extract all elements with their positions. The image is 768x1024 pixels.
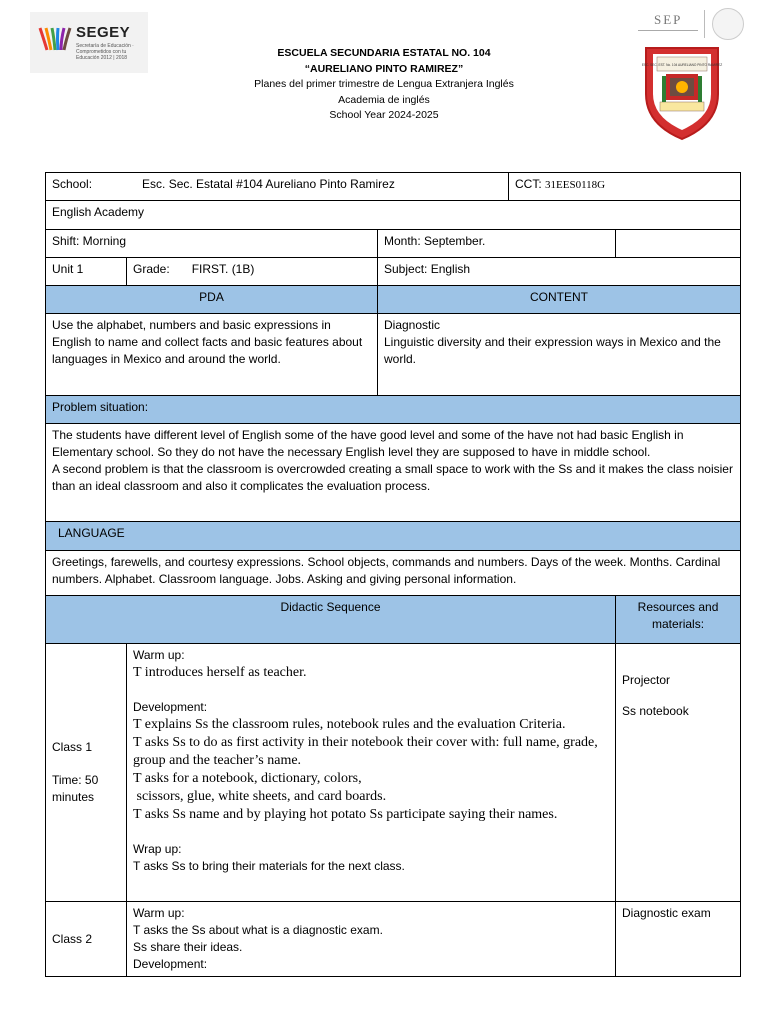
class-1-resource-1: Projector — [622, 673, 671, 687]
class-1-sequence-cell — [127, 644, 616, 902]
language-header: LANGUAGE — [46, 522, 741, 551]
class-1-wrap-up-text: T asks Ss to bring their materials for the next class. — [133, 859, 405, 873]
segey-name: SEGEY — [76, 24, 131, 41]
sep-logo — [632, 8, 747, 42]
academy-cell: English Academy — [46, 201, 741, 230]
language-header-row — [46, 522, 741, 551]
class-2-warm-up-label: Warm up: — [133, 906, 185, 920]
language-text: Greetings, farewells, and courtesy expressions. School objects, commands and numbers. Days of the week. Months. Cardinal numbers. Alphabet. Classroom language. Jobs. Asking and giving personal information. — [46, 551, 741, 596]
month-cell: Month: September. — [378, 230, 616, 258]
problem-paragraph-1: The students have different level of English some of the have good level and some of the have not had basic English in Elementary school. So they do not have the necessary English level they are supposed to have in middle school. — [52, 428, 684, 459]
class-1-wrap-up-label: Wrap up: — [133, 842, 182, 856]
segey-logo — [30, 12, 148, 73]
segey-mark-icon — [38, 26, 72, 52]
sequence-header-row — [46, 596, 741, 644]
problem-header: Problem situation: — [46, 396, 741, 424]
content-cell — [378, 314, 741, 396]
problem-row — [46, 424, 741, 522]
school-name: ESCUELA SECUNDARIA ESTATAL NO. 104 — [277, 47, 491, 59]
school-row — [46, 173, 741, 201]
pda-content-row — [46, 314, 741, 396]
content-header: CONTENT — [378, 286, 741, 314]
language-row — [46, 551, 741, 596]
academy-row — [46, 201, 741, 230]
cct-cell — [509, 173, 741, 201]
problem-header-row — [46, 396, 741, 424]
sep-line — [638, 30, 698, 31]
class-2-label: Class 2 — [52, 931, 93, 946]
pda-header: PDA — [46, 286, 378, 314]
class-1-warm-up-label: Warm up: — [133, 648, 185, 662]
plan-table — [45, 172, 741, 977]
class-1-dev-2: T asks Ss to do as first activity in their notebook their cover with: full name, grade, group and the teacher’s name. — [133, 735, 598, 768]
class-1-label: Class 1 — [52, 740, 93, 754]
grade-value: FIRST. (1B) — [191, 262, 255, 276]
heading-line-3: Planes del primer trimestre de Lengua Extranjera Inglés — [254, 78, 514, 90]
content-line-1: Diagnostic — [384, 318, 441, 332]
class-2-resource-1: Diagnostic exam — [622, 906, 711, 920]
class-2-row — [46, 902, 741, 977]
class-1-dev-4: scissors, glue, white sheets, and card boards. — [133, 789, 387, 804]
unit-row — [46, 258, 741, 286]
shift-cell: Shift: Morning — [46, 230, 378, 258]
class-1-development-label: Development: — [133, 700, 208, 714]
school-value: Esc. Sec. Estatal #104 Aureliano Pinto Ramirez — [142, 177, 395, 191]
class-2-sequence-cell — [127, 902, 616, 977]
subject-cell: Subject: English — [378, 258, 741, 286]
resources-header: Resources and materials: — [616, 596, 741, 644]
heading-line-5: School Year 2024-2025 — [329, 109, 439, 121]
unit-cell: Unit 1 — [46, 258, 127, 286]
segey-subtitle: Secretaría de Educación · Comprometidos con tu Educación 2012 | 2018 — [76, 43, 134, 61]
pda-text: Use the alphabet, numbers and basic expressions in English to name and collect facts and basic features about languages in Mexico and around the world. — [46, 314, 378, 396]
class-2-label-cell — [46, 902, 127, 977]
school-shield-icon — [640, 44, 724, 142]
class-1-dev-3: T asks for a notebook, dictionary, colors, — [133, 771, 362, 786]
content-line-2: Linguistic diversity and their expression ways in Mexico and the world. — [384, 335, 721, 366]
grade-cell — [127, 258, 378, 286]
school-cell — [46, 173, 509, 201]
class-1-dev-1: T explains Ss the classroom rules, notebook rules and the evaluation Criteria. — [133, 717, 566, 732]
empty-cell — [616, 230, 741, 258]
class-1-row — [46, 644, 741, 902]
sequence-header: Didactic Sequence — [46, 596, 616, 644]
shield-text: ESC. SEC. EST. No. 104 AURELIANO PINTO RAMIREZ — [641, 63, 723, 67]
cct-value: 31EES0118G — [545, 179, 606, 191]
class-1-time: Time: 50 minutes — [52, 773, 99, 804]
sep-divider — [704, 10, 705, 38]
heading-line-4: Academia de inglés — [338, 93, 430, 106]
school-label: School: — [52, 177, 93, 191]
cct-label: CCT: — [515, 177, 542, 191]
sep-text: SEP — [654, 12, 683, 27]
class-1-resource-2: Ss notebook — [622, 704, 689, 718]
national-seal-icon — [712, 8, 744, 40]
shift-row — [46, 230, 741, 258]
class-1-dev-5: T asks Ss name and by playing hot potato Ss participate saying their names. — [133, 807, 558, 822]
problem-cell — [46, 424, 741, 522]
school-name-2: “AURELIANO PINTO RAMIREZ” — [304, 62, 464, 75]
class-2-resources-cell — [616, 902, 741, 977]
class-1-warm-up-text: T introduces herself as teacher. — [133, 665, 307, 680]
class-1-label-cell — [46, 644, 127, 902]
class-2-development-label: Development: — [133, 957, 208, 971]
problem-paragraph-2: A second problem is that the classroom is overcrowded creating a small space to work with the Ss and it makes the class noisier than an ideal classroom and also it complicates the evaluation process. — [52, 462, 733, 493]
document-heading — [200, 46, 568, 124]
grade-label: Grade: — [133, 262, 170, 276]
class-1-resources-cell — [616, 644, 741, 902]
pda-content-header-row — [46, 286, 741, 314]
class-2-warm-up-1: T asks the Ss about what is a diagnostic exam. — [133, 923, 383, 937]
class-2-warm-up-2: Ss share their ideas. — [133, 940, 243, 954]
